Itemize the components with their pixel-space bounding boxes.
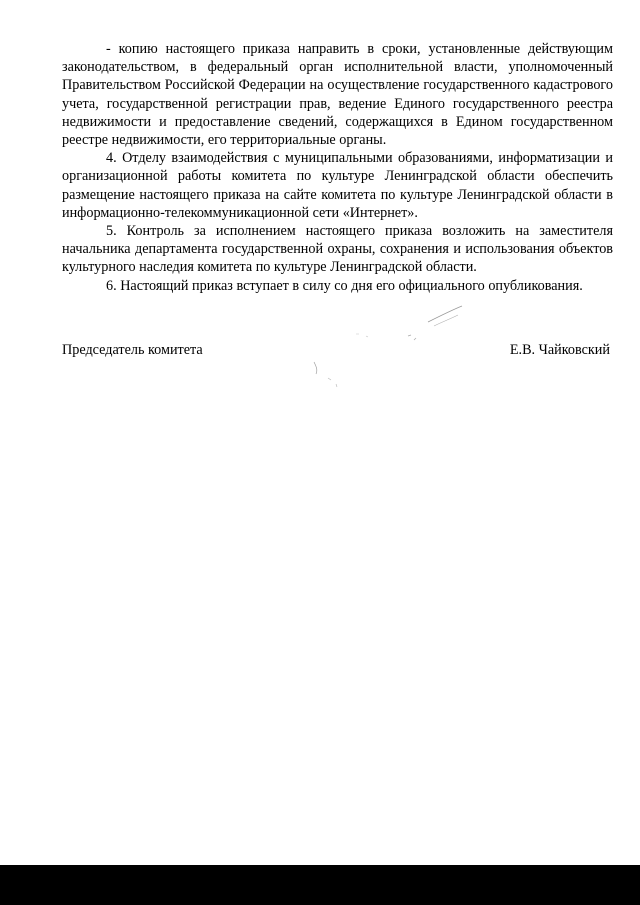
signature-block — [62, 341, 610, 359]
scan-bottom-edge — [0, 865, 640, 905]
paragraph-copy-direction: - копию настоящего приказа направить в сроки, установленные действующим законодательством, в федеральный орган исполнительной власти, уполномоченный Правительством Российской Федерации на осуществление государственного кадастрового учета, государственной регистрации прав, ведение Единого государственного реестра недвижимости и предоставление сведений, содержащихся в Едином государственном реестре недвижимости, его территориальные органы. — [62, 41, 613, 149]
paragraph-4-publication: 4. Отделу взаимодействия с муниципальными образованиями, информатизации и организационной работы комитета по культуре Ленинградской области обеспечить размещение настоящего приказа на сайте комитета по культуре Ленинградской области в информационно-телекоммуникационной сети «Интернет». — [62, 150, 613, 221]
signatory-position: Председатель комитета — [62, 342, 203, 358]
paragraph-5-control: 5. Контроль за исполнением настоящего приказа возложить на заместителя начальника департамента государственной охраны, сохранения и использования объектов культурного наследия комитета по культуре Ленинградской области. — [62, 223, 613, 276]
signatory-name: Е.В. Чайковский — [509, 342, 610, 358]
order-text — [62, 40, 613, 295]
paragraph-6-effective-date: 6. Настоящий приказ вступает в силу со дня его официального опубликования. — [106, 277, 583, 294]
